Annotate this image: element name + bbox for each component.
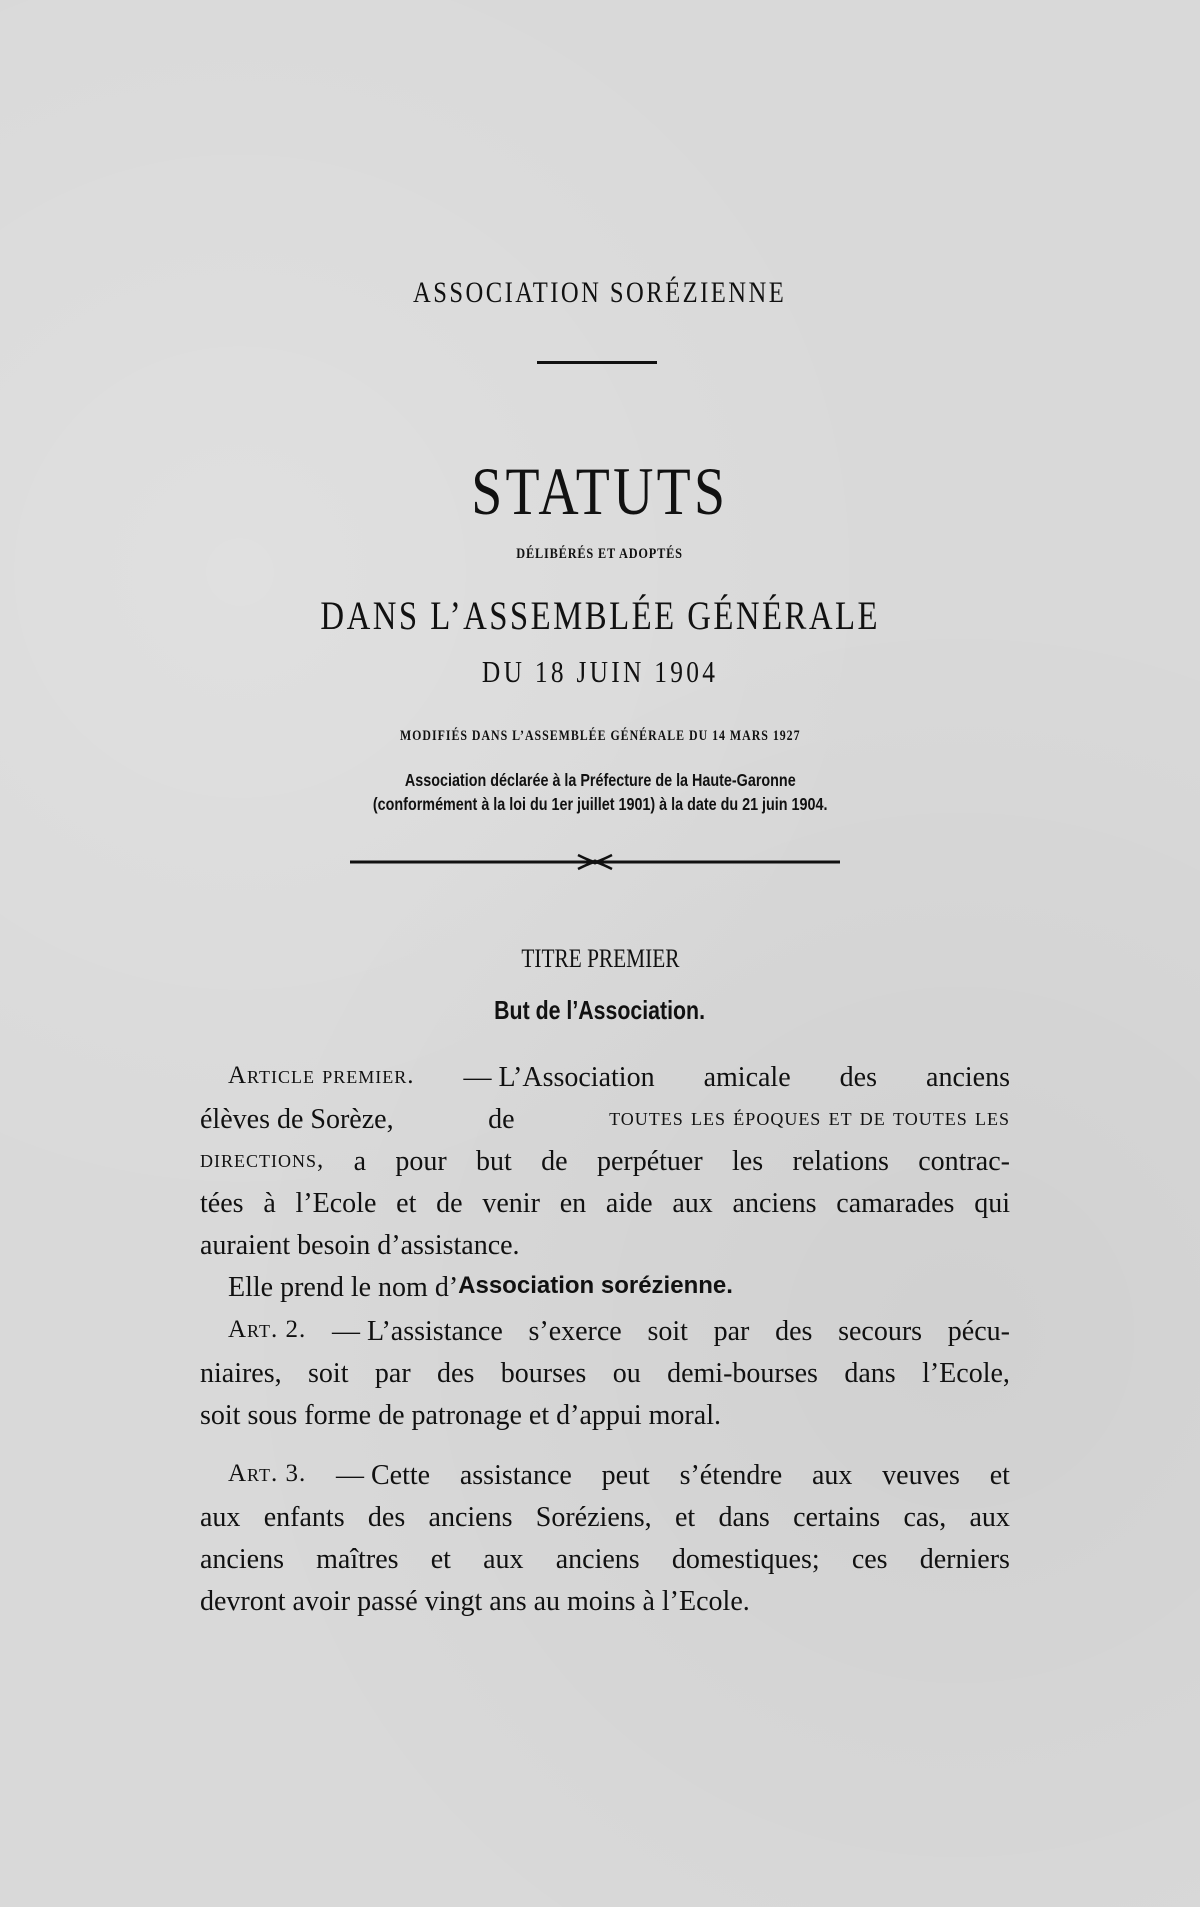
word: à	[263, 1188, 276, 1219]
word: et	[674, 1502, 696, 1533]
assembly-text: DANS L’ASSEMBLÉE GÉNÉRALE	[320, 593, 880, 638]
article-1-line-6	[200, 1272, 1010, 1304]
article-3-line-4	[200, 1586, 1010, 1618]
word: relations	[792, 1146, 889, 1177]
word: les	[732, 1146, 764, 1177]
article-1-line-1	[200, 1062, 1010, 1094]
word: veuves	[882, 1460, 960, 1491]
article-3-line-1	[200, 1460, 1010, 1492]
word: anciens	[555, 1544, 640, 1575]
word: enfants	[263, 1502, 345, 1533]
word: anciens	[732, 1188, 817, 1219]
word: domestiques;	[671, 1544, 820, 1575]
adoption-date	[0, 654, 1200, 690]
article-1-line-5	[200, 1230, 1010, 1262]
word: soit	[647, 1316, 688, 1347]
word: l’Ecole,	[922, 1358, 1010, 1389]
word: dans	[718, 1502, 770, 1533]
word: et	[396, 1188, 417, 1219]
organization-text: ASSOCIATION SORÉZIENNE	[413, 276, 787, 309]
word: de	[436, 1188, 463, 1219]
word: aux	[200, 1502, 241, 1533]
word: tées	[200, 1188, 244, 1219]
word: anciens	[428, 1502, 513, 1533]
word: des	[775, 1316, 813, 1347]
word: a	[353, 1146, 367, 1177]
article-2-line-3	[200, 1400, 1010, 1432]
text-span: élèves de Sorèze,	[200, 1104, 394, 1135]
date-text: DU 18 JUIN 1904	[481, 654, 719, 689]
word: qui	[974, 1188, 1010, 1219]
word: ou	[612, 1358, 641, 1389]
word: et	[430, 1544, 451, 1575]
article-2-label: Art. 2.	[228, 1316, 307, 1343]
association-name-bold: Association sorézienne.	[458, 1272, 733, 1299]
word: de	[541, 1146, 568, 1177]
word: but	[476, 1146, 512, 1177]
declaration-line-1	[0, 770, 1200, 791]
article-3-line-2	[200, 1502, 1010, 1534]
word: niaires,	[200, 1358, 282, 1389]
word: en	[559, 1188, 587, 1219]
article-2-line-2	[200, 1358, 1010, 1390]
word: dans	[844, 1358, 896, 1389]
ornament-divider-icon	[350, 852, 840, 872]
word: s’étendre	[679, 1460, 783, 1491]
word: ces	[851, 1544, 888, 1575]
section-heading-text: But de l’Association.	[494, 995, 706, 1025]
word: aux	[969, 1502, 1010, 1533]
assembly-heading	[0, 592, 1200, 639]
word: Soréziens,	[535, 1502, 652, 1533]
word: maîtres	[316, 1544, 399, 1575]
word: secours	[838, 1316, 923, 1347]
article-1-line-4	[200, 1188, 1010, 1220]
document-title	[0, 452, 1200, 531]
word: cas,	[903, 1502, 947, 1533]
word: et	[989, 1460, 1010, 1491]
word: des	[367, 1502, 406, 1533]
word: contrac-	[918, 1146, 1010, 1177]
title-text: STATUTS	[471, 453, 729, 529]
word: aux	[811, 1460, 853, 1491]
organization-name	[0, 276, 1200, 310]
word: demi-bourses	[667, 1358, 818, 1389]
word: aide	[605, 1188, 653, 1219]
article-3-line-3	[200, 1544, 1010, 1576]
word: camarades	[836, 1188, 955, 1219]
text-span: de	[488, 1104, 515, 1135]
article-1-label: Article premier.	[228, 1062, 415, 1089]
word: aux	[483, 1544, 524, 1575]
word: pour	[395, 1146, 447, 1177]
section-title	[0, 944, 1200, 974]
small-caps-span: toutes les époques et de toutes les	[609, 1104, 1010, 1131]
word: assistance	[459, 1460, 572, 1491]
word: par	[713, 1316, 750, 1347]
word: bourses	[500, 1358, 587, 1389]
word: soit	[308, 1358, 349, 1389]
divider-rule	[537, 361, 657, 364]
text-span: soit sous forme de patronage et d’appui moral.	[200, 1400, 721, 1431]
word: aux	[672, 1188, 713, 1219]
declaration-text-2: (conformément à la loi du 1er juillet 1901) à la date du 21 juin 1904.	[372, 794, 828, 814]
word: perpétuer	[596, 1146, 703, 1177]
section-heading	[0, 995, 1200, 1026]
article-1-line-2	[200, 1104, 1010, 1136]
subtitle	[0, 546, 1200, 563]
word: derniers	[919, 1544, 1010, 1575]
word: certains	[793, 1502, 881, 1533]
word: pécu-	[947, 1316, 1010, 1347]
word: s’exerce	[528, 1316, 622, 1347]
subtitle-text: DÉLIBÉRÉS ET ADOPTÉS	[516, 546, 684, 562]
modification-note	[0, 728, 1200, 745]
word: venir	[482, 1188, 540, 1219]
article-3-label: Art. 3.	[228, 1460, 307, 1487]
small-caps-span: directions,	[200, 1146, 325, 1173]
modification-text: MODIFIÉS DANS L’ASSEMBLÉE GÉNÉRALE DU 14 MARS 1927	[399, 728, 801, 744]
article-2-line-1	[200, 1316, 1010, 1348]
section-title-text: TITRE PREMIER	[520, 944, 680, 973]
word: des	[839, 1062, 877, 1093]
word: — L’assistance	[331, 1316, 503, 1347]
word: — L’Association	[463, 1062, 655, 1093]
word: — Cette	[336, 1460, 431, 1491]
word: peut	[601, 1460, 650, 1491]
word: anciens	[200, 1544, 284, 1575]
word: anciens	[926, 1062, 1010, 1093]
word: amicale	[703, 1062, 791, 1093]
declaration-text-1: Association déclarée à la Préfecture de la Haute-Garonne	[404, 770, 796, 790]
word: l’Ecole	[295, 1188, 377, 1219]
text-span: devront avoir passé vingt ans au moins à l’Ecole.	[200, 1586, 750, 1617]
text-span: auraient besoin d’assistance.	[200, 1230, 520, 1261]
word: des	[437, 1358, 475, 1389]
declaration-line-2	[0, 794, 1200, 815]
ornament-dot	[593, 860, 598, 865]
word: par	[374, 1358, 411, 1389]
article-1-line-3	[200, 1146, 1010, 1178]
text-span: Elle prend le nom d’	[228, 1272, 459, 1303]
